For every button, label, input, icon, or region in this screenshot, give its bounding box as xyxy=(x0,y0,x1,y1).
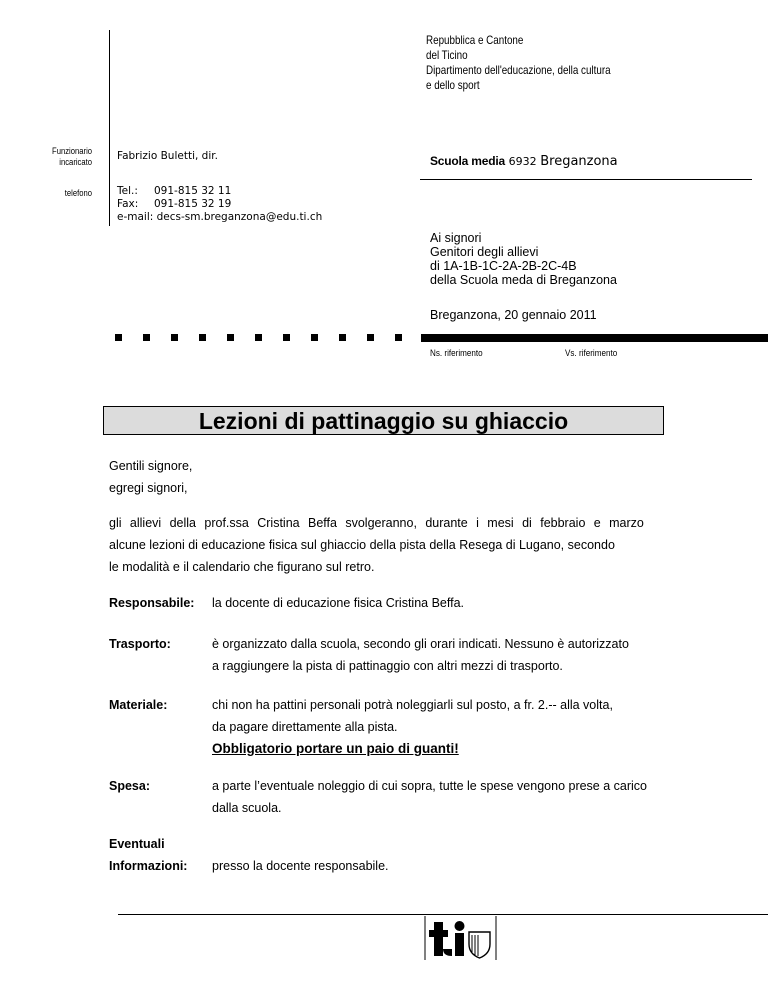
sender-line: e dello sport xyxy=(426,78,480,92)
decorative-squares xyxy=(115,334,423,341)
telefono-label: telefono xyxy=(64,188,92,198)
recipient-line: di 1A-1B-1C-2A-2B-2C-4B xyxy=(430,259,577,273)
email-value: decs-sm.breganzona@edu.ti.ch xyxy=(156,211,323,223)
vs-reference: Vs. riferimento xyxy=(565,348,618,358)
intro-word: svolgeranno, xyxy=(345,516,417,530)
ns-reference: Ns. riferimento xyxy=(430,348,483,358)
intro-line xyxy=(109,512,644,534)
square-mark xyxy=(395,334,402,341)
fax-label: Fax: xyxy=(117,198,139,210)
letter-date: Breganzona, 20 gennaio 2011 xyxy=(430,308,597,322)
intro-word: Beffa xyxy=(308,516,337,530)
school-city: Breganzona xyxy=(540,154,618,169)
sender-line: Dipartimento dell'educazione, della cultura xyxy=(426,63,611,77)
tel-label: Tel.: xyxy=(117,185,138,197)
recipient-line: della Scuola meda di Breganzona xyxy=(430,273,617,287)
intro-word: prof.ssa xyxy=(204,516,249,530)
detail-key: Spesa: xyxy=(109,779,150,793)
square-mark xyxy=(227,334,234,341)
detail-key: Trasporto: xyxy=(109,637,171,651)
school-bold: Scuola media xyxy=(430,154,505,168)
reference-labels xyxy=(430,348,617,358)
school-name xyxy=(430,153,618,169)
header-divider xyxy=(420,179,752,180)
intro-word: marzo xyxy=(609,516,644,530)
square-mark xyxy=(115,334,122,341)
detail-value: a parte l’eventuale noleggio di cui sopra, tutte le spese vengono prese a carico dalla scuola. xyxy=(212,779,648,815)
square-mark xyxy=(367,334,374,341)
fax-value: 091-815 32 19 xyxy=(154,198,232,210)
letter-title: Lezioni di pattinaggio su ghiaccio xyxy=(103,406,664,435)
greeting-line: Gentili signore, xyxy=(109,459,193,473)
contact-block xyxy=(117,185,322,224)
detail-value: è organizzato dalla scuola, secondo gli orari indicati. Nessuno è autorizzato a raggiungere la pista di pattinaggio con altri mezzi di trasporto. xyxy=(212,637,629,673)
header-vertical-rule xyxy=(109,30,110,226)
detail-value: presso la docente responsabile. xyxy=(212,859,389,873)
sender-line: del Ticino xyxy=(426,48,468,62)
greeting xyxy=(109,455,192,499)
detail-key: Eventuali Informazioni: xyxy=(109,837,188,873)
intro-paragraph xyxy=(109,512,644,578)
recipient-line: Ai signori xyxy=(430,231,482,245)
intro-word: Cristina xyxy=(257,516,300,530)
intro-word: mesi xyxy=(487,516,514,530)
intro-word: durante xyxy=(425,516,468,530)
sender-block xyxy=(426,33,611,93)
ticino-logo-icon xyxy=(424,916,498,960)
funzionario-label: Funzionario incaricato xyxy=(52,146,92,167)
intro-word: febbraio xyxy=(540,516,586,530)
square-mark xyxy=(199,334,206,341)
recipients-block xyxy=(430,231,617,287)
square-mark xyxy=(255,334,262,341)
tel-value: 091-815 32 11 xyxy=(154,185,232,197)
intro-word: della xyxy=(169,516,196,530)
intro-word: e xyxy=(593,516,601,530)
square-mark xyxy=(311,334,318,341)
mandatory-gloves-note: Obbligatorio portare un paio di guanti! xyxy=(212,741,459,756)
square-mark xyxy=(283,334,290,341)
reference-bar xyxy=(421,334,768,342)
detail-value: chi non ha pattini personali potrà noleggiarli sul posto, a fr. 2.-- alla volta, da pagare direttamente alla pista. Obbligatorio portare un paio di guanti! xyxy=(212,694,613,760)
intro-word: di xyxy=(522,516,532,530)
footer-rule xyxy=(118,914,768,915)
square-mark xyxy=(339,334,346,341)
funzionario-name: Fabrizio Buletti, dir. xyxy=(117,150,218,162)
recipient-line: Genitori degli allievi xyxy=(430,245,539,259)
intro-word: i xyxy=(476,516,479,530)
square-mark xyxy=(143,334,150,341)
square-mark xyxy=(171,334,178,341)
greeting-line: egregi signori, xyxy=(109,481,188,495)
email-label: e-mail: xyxy=(117,211,154,223)
intro-word: allievi xyxy=(129,516,162,530)
intro-word: gli xyxy=(109,516,122,530)
sender-line: Repubblica e Cantone xyxy=(426,33,524,47)
intro-line: alcune lezioni di educazione fisica sul ghiaccio della pista della Resega di Lugano, secondo xyxy=(109,538,615,552)
school-zip: 6932 xyxy=(508,155,537,168)
detail-value: la docente di educazione fisica Cristina Beffa. xyxy=(212,596,465,610)
detail-key: Materiale: xyxy=(109,698,168,712)
detail-key: Responsabile: xyxy=(109,596,195,610)
intro-line: le modalità e il calendario che figurano sul retro. xyxy=(109,560,375,574)
